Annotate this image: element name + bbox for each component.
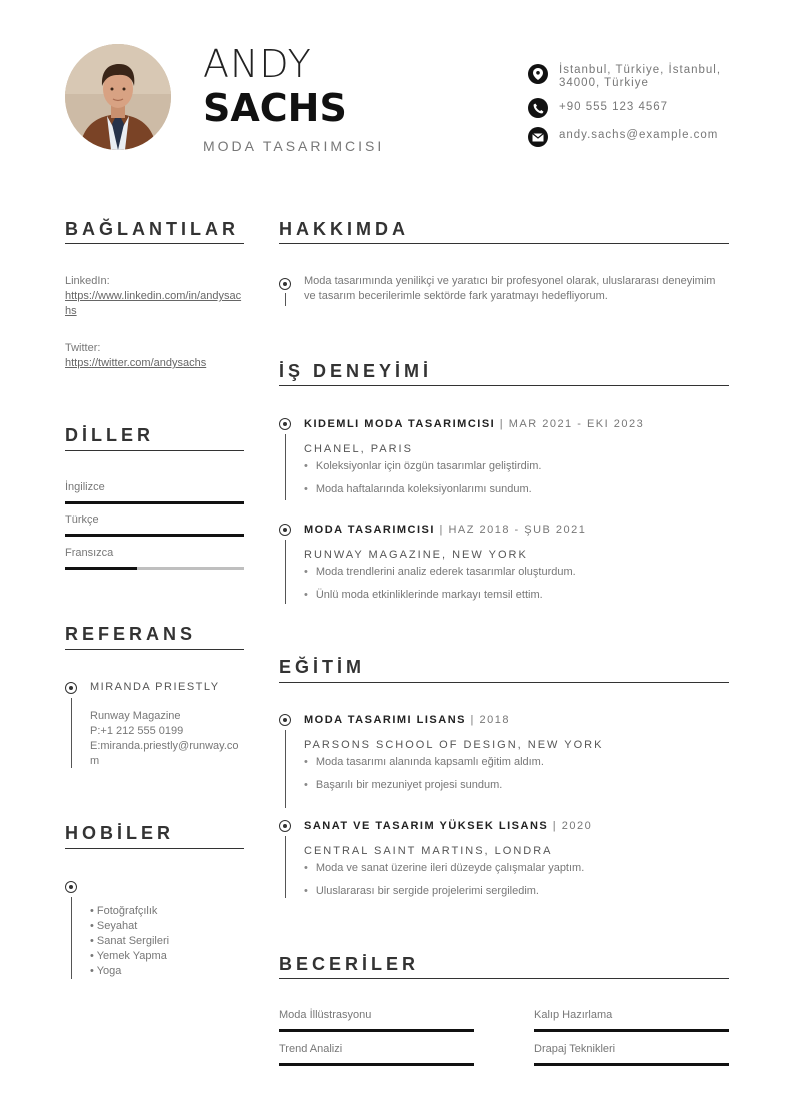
twitter-label: Twitter: bbox=[65, 342, 101, 354]
job-timeline-line bbox=[285, 540, 286, 604]
job-role: MODA TASARIMCISI bbox=[304, 524, 435, 536]
education-divider bbox=[279, 682, 729, 683]
education-bullet: • Uluslararası bir sergide projelerimi sergiledim. bbox=[304, 885, 539, 897]
phone-text: +90 555 123 4567 bbox=[559, 101, 669, 113]
skill-level-bar bbox=[534, 1063, 729, 1066]
contact-email bbox=[528, 127, 718, 147]
email-icon bbox=[528, 127, 548, 147]
first-name: ANDY bbox=[203, 42, 312, 86]
education-date: 2020 bbox=[561, 820, 593, 832]
skill-level-fill bbox=[279, 1063, 474, 1066]
job-bullet: • Ünlü moda etkinliklerinde markayı temsil ettim. bbox=[304, 589, 543, 601]
job-date: MAR 2021 - EKI 2023 bbox=[508, 418, 645, 430]
skill-name: Moda İllüstrasyonu bbox=[279, 1009, 372, 1021]
contact-phone bbox=[528, 98, 668, 118]
skill-level-bar bbox=[279, 1029, 474, 1032]
linkedin-link[interactable]: https://www.linkedin.com/in/andysachs bbox=[65, 290, 242, 317]
education-bullet: • Moda ve sanat üzerine ileri düzeyde çalışmalar yaptım. bbox=[304, 862, 584, 874]
language-level-fill bbox=[65, 501, 244, 504]
about-timeline-line bbox=[285, 293, 286, 306]
job-date: HAZ 2018 - ŞUB 2021 bbox=[448, 524, 587, 536]
language-level-fill bbox=[65, 534, 244, 537]
hobbies-divider bbox=[65, 848, 244, 849]
twitter-link[interactable]: https://twitter.com/andysachs bbox=[65, 357, 207, 369]
portrait-image bbox=[65, 44, 171, 150]
education-timeline-line bbox=[285, 836, 286, 898]
language-name: Fransızca bbox=[65, 547, 114, 559]
job-header: KIDEMLI MODA TASARIMCISI | MAR 2021 - EKI 2023 bbox=[304, 418, 645, 430]
education-marker bbox=[279, 820, 291, 832]
profile-photo bbox=[65, 44, 171, 150]
about-text: Moda tasarımında yenilikçi ve yaratıcı bir profesyonel olarak, uluslararası deneyimim ve tasarım becerilerimle sektörde fark yaratmayı hedefliyorum. bbox=[304, 275, 716, 302]
education-date: 2018 bbox=[479, 714, 510, 726]
education-school: CENTRAL SAINT MARTINS, LONDRA bbox=[304, 845, 553, 857]
linkedin-label: LinkedIn: bbox=[65, 275, 110, 287]
contact-address bbox=[528, 64, 729, 90]
language-name: İngilizce bbox=[65, 481, 105, 493]
job-marker bbox=[279, 418, 291, 430]
about-marker bbox=[279, 278, 291, 290]
education-timeline-line bbox=[285, 730, 286, 808]
email-text: andy.sachs@example.com bbox=[559, 129, 719, 141]
job-bullet: • Moda haftalarında koleksiyonlarımı sundum. bbox=[304, 483, 532, 495]
skill-level-bar bbox=[279, 1063, 474, 1066]
skill-level-fill bbox=[534, 1063, 729, 1066]
links-title: BAĞLANTILAR bbox=[65, 219, 239, 239]
job-company: RUNWAY MAGAZINE, NEW YORK bbox=[304, 549, 528, 561]
skill-level-fill bbox=[534, 1029, 729, 1032]
education-bullet: • Moda tasarımı alanında kapsamlı eğitim aldım. bbox=[304, 756, 544, 768]
job-title: MODA TASARIMCISI bbox=[203, 138, 385, 154]
links-divider bbox=[65, 243, 244, 244]
language-name: Türkçe bbox=[65, 514, 99, 526]
last-name: SACHS bbox=[203, 86, 347, 130]
reference-name: MIRANDA PRIESTLY bbox=[90, 681, 220, 693]
skill-name: Kalıp Hazırlama bbox=[534, 1009, 613, 1021]
education-title: EĞİTİM bbox=[279, 657, 365, 677]
skills-divider bbox=[279, 978, 729, 979]
about-title: HAKKIMDA bbox=[279, 219, 409, 239]
reference-phone: P:+1 212 555 0199 bbox=[90, 725, 184, 737]
skills-title: BECERİLER bbox=[279, 954, 420, 974]
education-degree: MODA TASARIMI LISANS bbox=[304, 714, 466, 726]
hobbies-marker bbox=[65, 881, 77, 893]
references-title: REFERANS bbox=[65, 624, 197, 644]
about-divider bbox=[279, 243, 729, 244]
address-text: İstanbul, Türkiye, İstanbul, 34000, Türkiye bbox=[559, 64, 722, 89]
education-school: PARSONS SCHOOL OF DESIGN, NEW YORK bbox=[304, 739, 604, 751]
phone-icon bbox=[528, 98, 548, 118]
skill-level-fill bbox=[279, 1029, 474, 1032]
reference-timeline-line bbox=[71, 698, 72, 768]
language-level-bar bbox=[65, 534, 244, 537]
hobby-item: • Sanat Sergileri bbox=[90, 935, 170, 947]
references-divider bbox=[65, 649, 244, 650]
language-level-bar bbox=[65, 501, 244, 504]
education-bullet: • Başarılı bir mezuniyet projesi sundum. bbox=[304, 779, 502, 791]
language-level-bar bbox=[65, 567, 244, 570]
job-timeline-line bbox=[285, 434, 286, 500]
reference-email: E:miranda.priestly@runway.com bbox=[90, 740, 239, 767]
skill-level-bar bbox=[534, 1029, 729, 1032]
job-company: CHANEL, PARIS bbox=[304, 443, 413, 455]
skill-name: Drapaj Teknikleri bbox=[534, 1043, 616, 1055]
job-header: MODA TASARIMCISI | HAZ 2018 - ŞUB 2021 bbox=[304, 524, 587, 536]
hobby-item: • Yoga bbox=[90, 965, 122, 977]
languages-divider bbox=[65, 450, 244, 451]
hobby-list bbox=[90, 904, 169, 979]
education-header: MODA TASARIMI LISANS | 2018 bbox=[304, 714, 510, 726]
languages-title: DİLLER bbox=[65, 425, 154, 445]
job-bullet: • Koleksiyonlar için özgün tasarımlar geliştirdim. bbox=[304, 460, 541, 472]
hobby-item: • Fotoğrafçılık bbox=[90, 905, 158, 917]
reference-company: Runway Magazine bbox=[90, 710, 181, 722]
reference-marker bbox=[65, 682, 77, 694]
experience-title: İŞ DENEYİMİ bbox=[279, 361, 433, 381]
education-marker bbox=[279, 714, 291, 726]
education-header: SANAT VE TASARIM YÜKSEK LISANS | 2020 bbox=[304, 820, 593, 832]
skill-name: Trend Analizi bbox=[279, 1043, 343, 1055]
hobby-item: • Yemek Yapma bbox=[90, 950, 167, 962]
experience-divider bbox=[279, 385, 729, 386]
hobbies-timeline-line bbox=[71, 897, 72, 979]
education-degree: SANAT VE TASARIM YÜKSEK LISANS bbox=[304, 820, 549, 832]
job-bullet: • Moda trendlerini analiz ederek tasarımlar oluşturdum. bbox=[304, 566, 576, 578]
hobbies-title: HOBİLER bbox=[65, 823, 174, 843]
job-role: KIDEMLI MODA TASARIMCISI bbox=[304, 418, 496, 430]
location-icon bbox=[528, 64, 548, 84]
language-level-fill bbox=[65, 567, 137, 570]
hobby-item: • Seyahat bbox=[90, 920, 138, 932]
job-marker bbox=[279, 524, 291, 536]
